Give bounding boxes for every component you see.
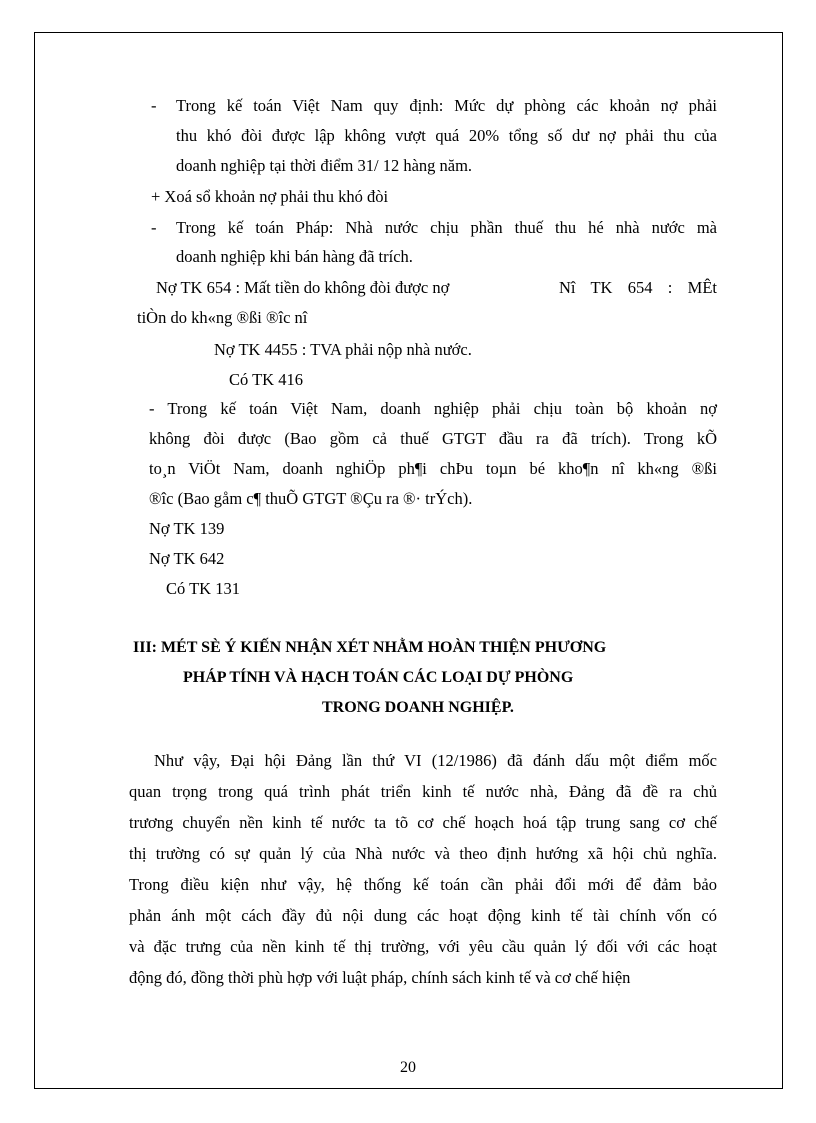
page-border xyxy=(34,32,783,1089)
paragraph-line: thị trường có sự quản lý của Nhà nước và theo định hướng xã hội chủ nghĩa. xyxy=(129,844,717,863)
text-line: + Xoá sổ khoản nợ phải thu khó đòi xyxy=(151,187,389,206)
section-heading: III: MÉT SÈ Ý KIẾN NHẬN XÉT NHẰM HOÀN THIỆN PHƯƠNG xyxy=(133,639,607,656)
entry-line: tiÒn do kh«ng ®ßi ®îc nî xyxy=(137,308,308,327)
paragraph-line: quan trọng trong quá trình phát triển kinh tế nước nhà, Đảng đã đề ra chủ xyxy=(129,782,717,801)
entry-line: Nî TK 654 : MÊt xyxy=(559,278,717,297)
entry-line: Nợ TK 642 xyxy=(149,549,225,568)
entry-line: Nợ TK 139 xyxy=(149,519,225,538)
section-heading: TRONG DOANH NGHIỆP. xyxy=(322,699,514,716)
text-line: Trong kế toán Việt Nam quy định: Mức dự phòng các khoản nợ phải xyxy=(176,96,717,115)
text-line: thu khó đòi được lập không vượt quá 20% tổng số dư nợ phải thu của xyxy=(176,126,717,145)
paragraph-line: phản ánh một cách đầy đủ nội dung các hoạt động kinh tế tài chính vốn có xyxy=(129,906,717,925)
text-line: doanh nghiệp khi bán hàng đã trích. xyxy=(176,247,413,266)
text-line: - Trong kế toán Việt Nam, doanh nghiệp phải chịu toàn bộ khoản nợ xyxy=(149,399,717,418)
paragraph-line: trương chuyển nền kinh tế nước ta tõ cơ chế hoạch hoá tập trung sang cơ chế xyxy=(129,813,717,832)
page-number: 20 xyxy=(400,1059,416,1076)
paragraph-line: Trong điều kiện như vậy, hệ thống kế toán cần phải đổi mới để đảm bảo xyxy=(129,875,717,894)
paragraph-line: và đặc trưng của nền kinh tế thị trường, với yêu cầu quản lý đối với các hoạt xyxy=(129,937,717,956)
entry-line: Nợ TK 654 : Mất tiền do không đòi được nợ xyxy=(156,278,450,297)
paragraph-line: động đó, đồng thời phù hợp với luật pháp, chính sách kinh tế và cơ chế hiện xyxy=(129,968,631,987)
entry-line: Có TK 416 xyxy=(229,370,303,389)
text-line: to¸n ViÖt Nam, doanh nghiÖp ph¶i chÞu toµn bé kho¶n nî kh«ng ®ßi xyxy=(149,459,717,478)
section-heading: PHÁP TÍNH VÀ HẠCH TOÁN CÁC LOẠI DỰ PHÒNG xyxy=(183,669,574,686)
entry-line: Nợ TK 4455 : TVA phải nộp nhà nước. xyxy=(214,340,472,359)
text-line: doanh nghiệp tại thời điểm 31/ 12 hàng năm. xyxy=(176,156,473,175)
text-line: ®îc (Bao gåm c¶ thuÕ GTGT ®Çu ra ®· trÝch). xyxy=(149,489,473,508)
text-line: không đòi được (Bao gồm cả thuế GTGT đầu ra đã trích). Trong kÕ xyxy=(149,429,717,448)
bullet-dash: - xyxy=(151,96,157,115)
bullet-dash: - xyxy=(151,218,157,237)
text-line: Trong kế toán Pháp: Nhà nước chịu phần thuế thu hé nhà nước mà xyxy=(176,218,717,237)
paragraph-line: Như vậy, Đại hội Đảng lần thứ VI (12/1986) đã đánh dấu một điểm mốc xyxy=(154,751,717,770)
entry-line: Có TK 131 xyxy=(166,579,240,598)
